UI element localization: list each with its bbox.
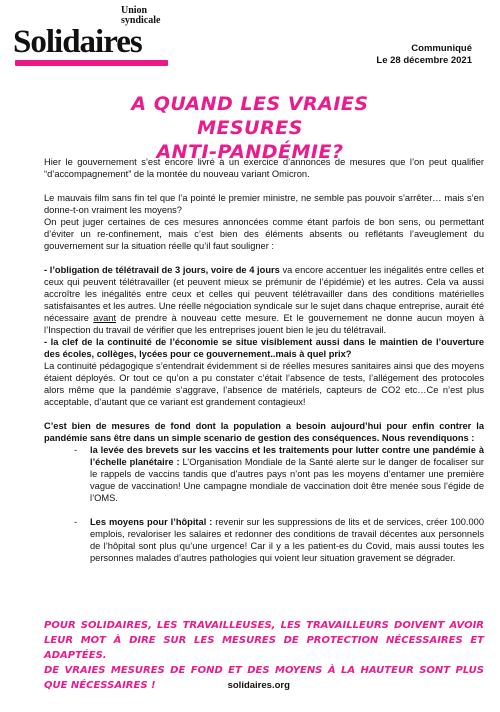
footer-line-2-text: DE VRAIES MESURES DE FOND ET DES MOYENS À LA HAUTEUR SONT PLUS QUE NÉCESSAIRES ! bbox=[44, 665, 484, 691]
telework-text-a: va encore accentuer les inégalités entre celles et ceux qui peuvent télétravailler (et peuvent mieux se prémunir de l’épidémie) et les autres. Cela va aussi accroître les inégalités entre ceux et celles qui peuvent télétravailler dans des conditions matérielles satisfaisantes et les autres. Une réelle négociation syndicale sur le sujet dans chaque entreprise, aurait été nécessaire bbox=[44, 265, 484, 323]
telework-underline: avant bbox=[93, 313, 117, 323]
headline bbox=[90, 92, 410, 164]
headline-line-1: A QUAND LES VRAIES MESURES bbox=[131, 93, 369, 139]
headline-line-2: ANTI-PANDÉMIE? bbox=[156, 141, 344, 163]
document-date: Le 28 décembre 2021 bbox=[376, 55, 472, 66]
paragraph-telework bbox=[44, 264, 484, 336]
demand-item-hospital bbox=[68, 516, 484, 564]
footer-line-2 bbox=[44, 663, 484, 693]
demand-patents-text: L’Organisation Mondiale de la Santé alerte sur le danger de focaliser sur le rappels de vaccins tandis que d’autres pays n’ont pas les moyens d’entamer une première vague de vaccination! Une campagne mondiale de vaccination doit être menée sous l’égide de l’OMS. bbox=[90, 457, 485, 503]
logo-syndicale-text: syndicale bbox=[121, 15, 161, 26]
body-text bbox=[44, 156, 484, 564]
paragraph-judgement: On peut juger certaines de ces mesures annoncées comme étant parfois de bon sens, ou permettant d’éviter un re-confinement, mais c’est bien des éléments absents ou reflétants l’aveuglement du gouvernement sur la situation réelle qu’il faut souligner : bbox=[44, 217, 484, 251]
demand-hospital-text: revenir sur les suppressions de lits et de services, créer 100.000 emplois, revaloriser les salaires et redonner des conditions de travail décentes aux personnels de l’hôpital sont plus qu’une urgence! Car il y a les patient-es du Covid, mais aussi toutes les personnes malades d’autres pathologies qui voient leur situation gravement se dégrader. bbox=[90, 517, 484, 563]
demand-hospital-heading: Les moyens pour l’hôpital : bbox=[90, 517, 213, 527]
footer-url: solidaires.org bbox=[227, 680, 290, 691]
document-meta bbox=[376, 43, 472, 67]
logo-underline-bar bbox=[15, 60, 168, 66]
paragraph-intro: Hier le gouvernement s’est encore livré à un exercice d’annonces de mesures que l’on peut qualifier “d’accompagnement” de la montée du nouveau variant Omicron. bbox=[44, 157, 484, 179]
solidaires-logo bbox=[13, 6, 173, 66]
logo-union-text: Union bbox=[121, 5, 148, 16]
paragraph-schools: La continuité pédagogique s’entendrait évidemment si de réelles mesures sanitaires ainsi que des moyens étaient déployés. Or tout ce qu’on a pu constater c’était l’absence de tests, l’allégement des protocoles alors même que la pandémie s’aggrave, l’absence de matériels, capteurs de CO2 etc…Ce n’est plus acceptable, d’autant que ce variant est grandement contagieux! bbox=[44, 361, 484, 407]
paragraph-demands-intro: C’est bien de mesures de fond dont la population a besoin aujourd’hui pour enfin contrer la pandémie sans être dans un simple scenario de gestion des conséquences. Nous revendiquons : bbox=[44, 421, 484, 443]
footer-callout bbox=[44, 618, 484, 693]
logo-wordmark: Solidaires bbox=[13, 24, 142, 60]
paragraph-schools-heading: - la clef de la continuité de l’économie se situe visiblement aussi dans le maintien de l’ouverture des écoles, collèges, lycées pour ce gouvernement..mais à quel prix? bbox=[44, 337, 484, 359]
demand-item-patents bbox=[68, 444, 484, 504]
telework-text-b: de prendre à nouveau cette mesure. Et le gouvernement ne donne aucun moyen à l’Inspection du travail de vérifier que les entreprises jouent bien le jeu du télétravail. bbox=[44, 313, 484, 335]
demands-list bbox=[68, 444, 484, 564]
telework-heading: - l’obligation de télétravail de 3 jours, voire de 4 jours bbox=[44, 265, 280, 275]
document-type: Communiqué bbox=[411, 43, 472, 54]
demand-patents-heading: la levée des brevets sur les vaccins et les traitements pour lutter contre une pandémie à l’échelle planétaire : bbox=[90, 445, 484, 467]
paragraph-film: Le mauvais film sans fin tel que l’a pointé le premier ministre, ne semble pas pouvoir s’arrêter… mais s’en donne-t-on vraiment les moyens? bbox=[44, 193, 484, 215]
footer-line-1: POUR SOLIDAIRES, LES TRAVAILLEUSES, LES TRAVAILLEURS DOIVENT AVOIR LEUR MOT À DIRE SUR LES MESURES DE PROTECTION NÉCESSAIRES ET ADAPTÉES. bbox=[44, 620, 484, 661]
